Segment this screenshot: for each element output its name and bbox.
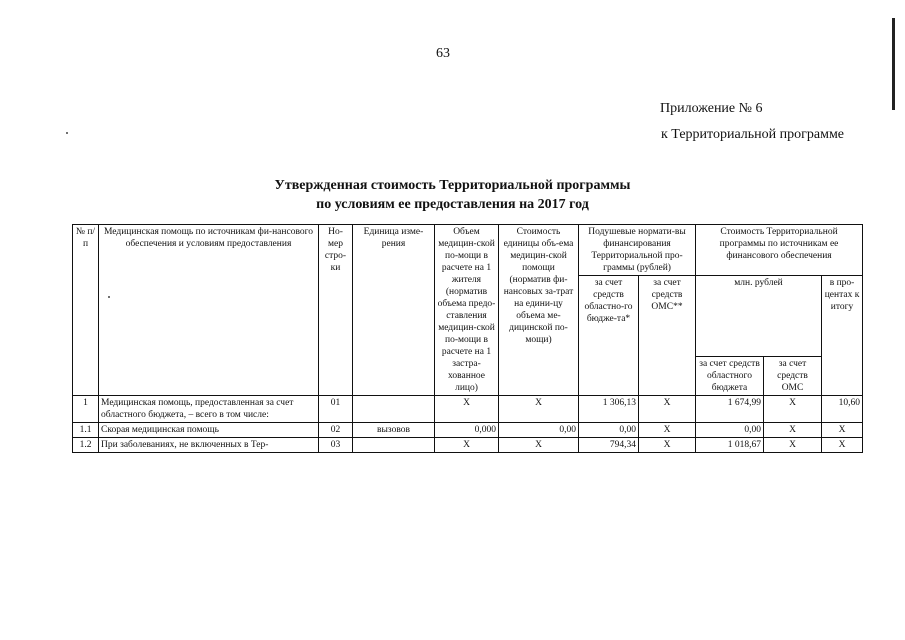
header-program-cost: Стоимость Территориальной программы по источникам ее финансового обеспечения <box>696 225 863 276</box>
cell-name: При заболеваниях, не включенных в Тер- <box>99 438 319 453</box>
header-unit: Единица изме-рения <box>353 225 435 396</box>
cell-volume: Х <box>435 438 499 453</box>
title-line-1: Утвержденная стоимость Территориальной программы <box>274 178 631 193</box>
cell-num: 1 <box>73 396 99 423</box>
cell-unit-cost: Х <box>499 396 579 423</box>
cell-unit-cost: 0,00 <box>499 423 579 438</box>
cell-line: 02 <box>319 423 353 438</box>
cell-cost-oms: Х <box>764 438 822 453</box>
cell-num: 1.1 <box>73 423 99 438</box>
appendix-line-1: Приложение № 6 <box>660 101 763 116</box>
appendix-reference <box>660 96 844 148</box>
cell-volume: Х <box>435 396 499 423</box>
cell-pc-oms: Х <box>639 438 696 453</box>
scan-speck <box>66 132 68 134</box>
cell-unit <box>353 438 435 453</box>
header-care: Медицинская помощь по источникам фи-нансового обеспечения и условиям предоставления <box>99 225 319 396</box>
cell-pc-regional: 794,34 <box>579 438 639 453</box>
header-cost-regional: за счет средств областного бюджета <box>696 357 764 396</box>
cell-cost-oms: Х <box>764 423 822 438</box>
header-cost-oms: за счет средств ОМС <box>764 357 822 396</box>
cell-percent: Х <box>822 438 863 453</box>
cell-unit <box>353 396 435 423</box>
cell-pc-oms: Х <box>639 423 696 438</box>
cell-cost-regional: 1 674,99 <box>696 396 764 423</box>
cell-line: 01 <box>319 396 353 423</box>
header-percent: в про-центах к итогу <box>822 276 863 396</box>
title-line-2: по условиям ее предоставления на 2017 год <box>316 197 589 212</box>
cell-pc-regional: 1 306,13 <box>579 396 639 423</box>
cell-pc-oms: Х <box>639 396 696 423</box>
cell-cost-regional: 1 018,67 <box>696 438 764 453</box>
cell-cost-oms: Х <box>764 396 822 423</box>
header-row-number: Но-мер стро-ки <box>319 225 353 396</box>
header-mln-rub: млн. рублей <box>696 276 822 357</box>
cell-num: 1.2 <box>73 438 99 453</box>
appendix-line-2: к Территориальной программе <box>661 127 845 142</box>
table-row <box>73 438 863 453</box>
cell-pc-regional: 0,00 <box>579 423 639 438</box>
header-per-capita-regional: за счет средств областно-го бюдже-та* <box>579 276 639 396</box>
cell-name: Скорая медицинская помощь <box>99 423 319 438</box>
header-per-capita-oms: за счет средств ОМС** <box>639 276 696 396</box>
header-volume: Объем медицин-ской по-мощи в расчете на 1 жителя (норматив объема предо-ставления медицин-ской по-мощи в расчете на 1 застра-хованное лицо) <box>435 225 499 396</box>
cost-table <box>72 224 863 453</box>
header-per-capita: Подушевые нормати-вы финансирования Территориальной про-граммы (рублей) <box>579 225 696 276</box>
page-number: 63 <box>436 46 450 61</box>
cell-percent: 10,60 <box>822 396 863 423</box>
cell-line: 03 <box>319 438 353 453</box>
cell-name: Медицинская помощь, предоставленная за счет областного бюджета, – всего в том числе: <box>99 396 319 423</box>
header-unit-cost: Стоимость единицы объ-ема медицин-ской помощи (норматив фи-нансовых за-трат на едини-цу объема ме-дицинской по-мощи) <box>499 225 579 396</box>
table-row <box>73 423 863 438</box>
cell-unit-cost: Х <box>499 438 579 453</box>
scan-edge-mark <box>892 18 895 110</box>
document-title <box>0 176 905 214</box>
cell-cost-regional: 0,00 <box>696 423 764 438</box>
table-row <box>73 396 863 423</box>
cell-unit: вызовов <box>353 423 435 438</box>
cell-percent: Х <box>822 423 863 438</box>
header-num: № п/п <box>73 225 99 396</box>
cell-volume: 0,000 <box>435 423 499 438</box>
